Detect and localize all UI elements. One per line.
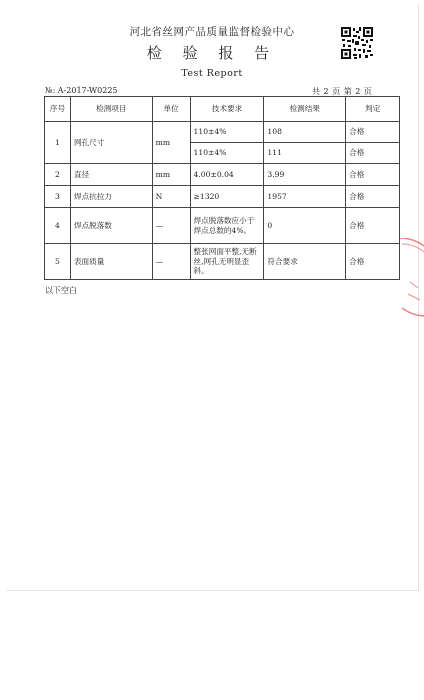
cell-unit: N — [152, 186, 190, 208]
cell-verdict: 合格 — [346, 122, 400, 143]
table-header-row — [45, 97, 400, 122]
cell-result: 3.99 — [264, 164, 346, 186]
cell-unit: — — [152, 244, 190, 280]
cell-unit: mm — [152, 122, 190, 164]
table-row — [45, 244, 400, 280]
page-info: 共 2 页 第 2 页 — [312, 87, 373, 96]
cell-verdict: 合格 — [346, 164, 400, 186]
cell-requirement: 4.00±0.04 — [190, 164, 264, 186]
header-unit: 单位 — [152, 97, 190, 122]
cell-item: 焊点脱落数 — [70, 208, 152, 244]
header-result: 检测结果 — [264, 97, 346, 122]
cell-item: 网孔尺寸 — [70, 122, 152, 164]
table-row — [45, 122, 400, 143]
report-title: 检 验 报 告 — [146, 44, 278, 62]
cell-requirement: 110±4% — [190, 143, 264, 164]
cell-result: 111 — [264, 143, 346, 164]
cell-verdict: 合格 — [346, 186, 400, 208]
header-requirement: 技术要求 — [190, 97, 264, 122]
cell-item: 表面质量 — [70, 244, 152, 280]
cell-result: 符合要求 — [264, 244, 346, 280]
cell-requirement: ≥1320 — [190, 186, 264, 208]
cell-verdict: 合格 — [346, 244, 400, 280]
cell-unit: mm — [152, 164, 190, 186]
official-seal-stamp — [396, 238, 424, 318]
cell-item: 直径 — [70, 164, 152, 186]
cell-no: 2 — [45, 164, 71, 186]
cell-result: 1957 — [264, 186, 346, 208]
table-row — [45, 208, 400, 244]
cell-verdict: 合格 — [346, 208, 400, 244]
qr-code-icon — [340, 26, 374, 60]
organization-name: 河北省丝网产品质量监督检验中心 — [129, 26, 295, 38]
cell-no: 3 — [45, 186, 71, 208]
cell-requirement: 110±4% — [190, 122, 264, 143]
report-subtitle: Test Report — [181, 68, 243, 79]
cell-no: 5 — [45, 244, 71, 280]
cell-no: 4 — [45, 208, 71, 244]
cell-result: 0 — [264, 208, 346, 244]
header-item: 检测项目 — [70, 97, 152, 122]
results-table — [44, 96, 400, 280]
cell-requirement: 整张网面平整,无断丝,网孔无明显歪斜。 — [190, 244, 264, 280]
cell-verdict: 合格 — [346, 143, 400, 164]
table-row — [45, 186, 400, 208]
cell-no: 1 — [45, 122, 71, 164]
cell-result: 108 — [264, 122, 346, 143]
cell-unit: — — [152, 208, 190, 244]
cell-requirement: 焊点脱落数应小于焊点总数的4%。 — [190, 208, 264, 244]
header-no: 序号 — [45, 97, 71, 122]
table-row — [45, 164, 400, 186]
cell-item: 焊点抗拉力 — [70, 186, 152, 208]
end-note: 以下空白 — [45, 286, 77, 295]
header-verdict: 判定 — [346, 97, 400, 122]
report-number: №: A-2017-W0225 — [45, 86, 118, 95]
